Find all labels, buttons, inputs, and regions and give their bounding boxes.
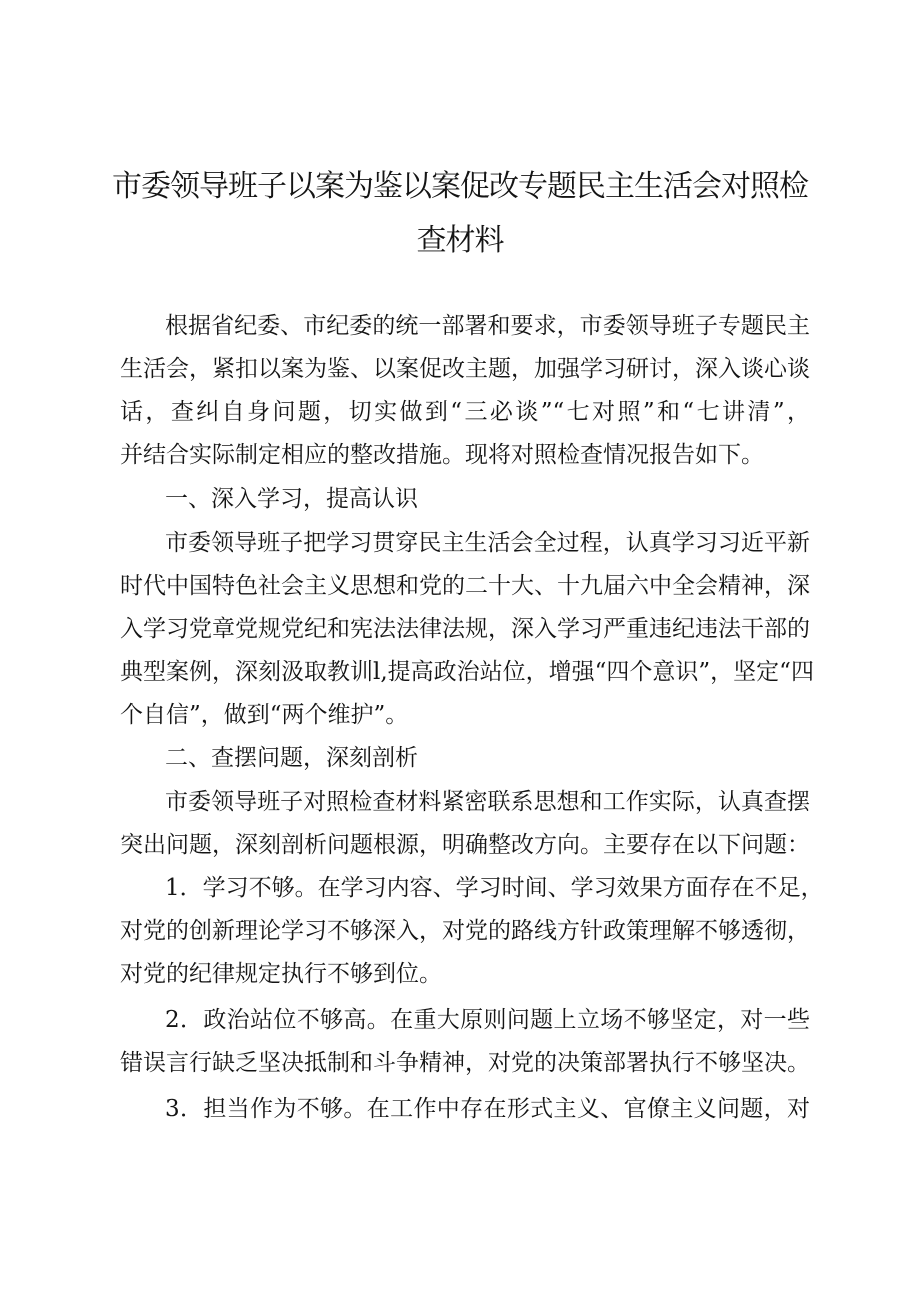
section2-line: 市委领导班子对照检查材料紧密联系思想和工作实际，认真查摆 bbox=[165, 789, 810, 815]
intro-line: 并结合实际制定相应的整改措施。现将对照检查情况报告如下。 bbox=[120, 442, 764, 468]
intro-line: 话，查纠自身问题，切实做到“三必谈”“七对照”和“七讲清”， bbox=[120, 399, 810, 425]
document-title-line-2: 查材料 bbox=[416, 223, 504, 258]
section1-line: 时代中国特色社会主义思想和党的二十大、十九届六中全会精神，深 bbox=[120, 573, 810, 599]
section1-line: 个自信”，做到“两个维护”。 bbox=[120, 702, 409, 728]
item3-line: 3．担当作为不够。在工作中存在形式主义、官僚主义问题，对 bbox=[165, 1096, 810, 1122]
section1-line: 入学习党章党规党纪和宪法法律法规，深入学习严重违纪违法干部的 bbox=[120, 616, 810, 642]
document-title-line-1: 市委领导班子以案为鉴以案促改专题民主生活会对照检 bbox=[112, 169, 808, 204]
section2-line: 突出问题，深刻剖析问题根源，明确整改方向。主要存在以下问题： bbox=[120, 832, 810, 858]
item1-line: 对党的创新理论学习不够深入，对党的路线方针政策理解不够透彻， bbox=[120, 918, 810, 944]
section-heading-2: 二、查摆问题，深刻剖析 bbox=[165, 745, 418, 771]
section1-line: 市委领导班子把学习贯穿民主生活会全过程，认真学习习近平新 bbox=[165, 530, 810, 556]
item2-line: 2．政治站位不够高。在重大原则问题上立场不够坚定，对一些 bbox=[165, 1007, 810, 1033]
intro-line: 生活会，紧扣以案为鉴、以案促改主题，加强学习研讨，深入谈心谈 bbox=[120, 356, 810, 382]
section1-line: 典型案例，深刻汲取教训l,提高政治站位，增强“四个意识”，坚定“四 bbox=[120, 659, 814, 685]
item1-line: 1．学习不够。在学习内容、学习时间、学习效果方面存在不足， bbox=[165, 875, 824, 901]
intro-line: 根据省纪委、市纪委的统一部署和要求，市委领导班子专题民主 bbox=[165, 313, 810, 339]
item1-line: 对党的纪律规定执行不够到位。 bbox=[120, 961, 442, 987]
item2-line: 错误言行缺乏坚决抵制和斗争精神，对党的决策部署执行不够坚决。 bbox=[120, 1050, 810, 1076]
section-heading-1: 一、深入学习，提高认识 bbox=[165, 486, 418, 512]
